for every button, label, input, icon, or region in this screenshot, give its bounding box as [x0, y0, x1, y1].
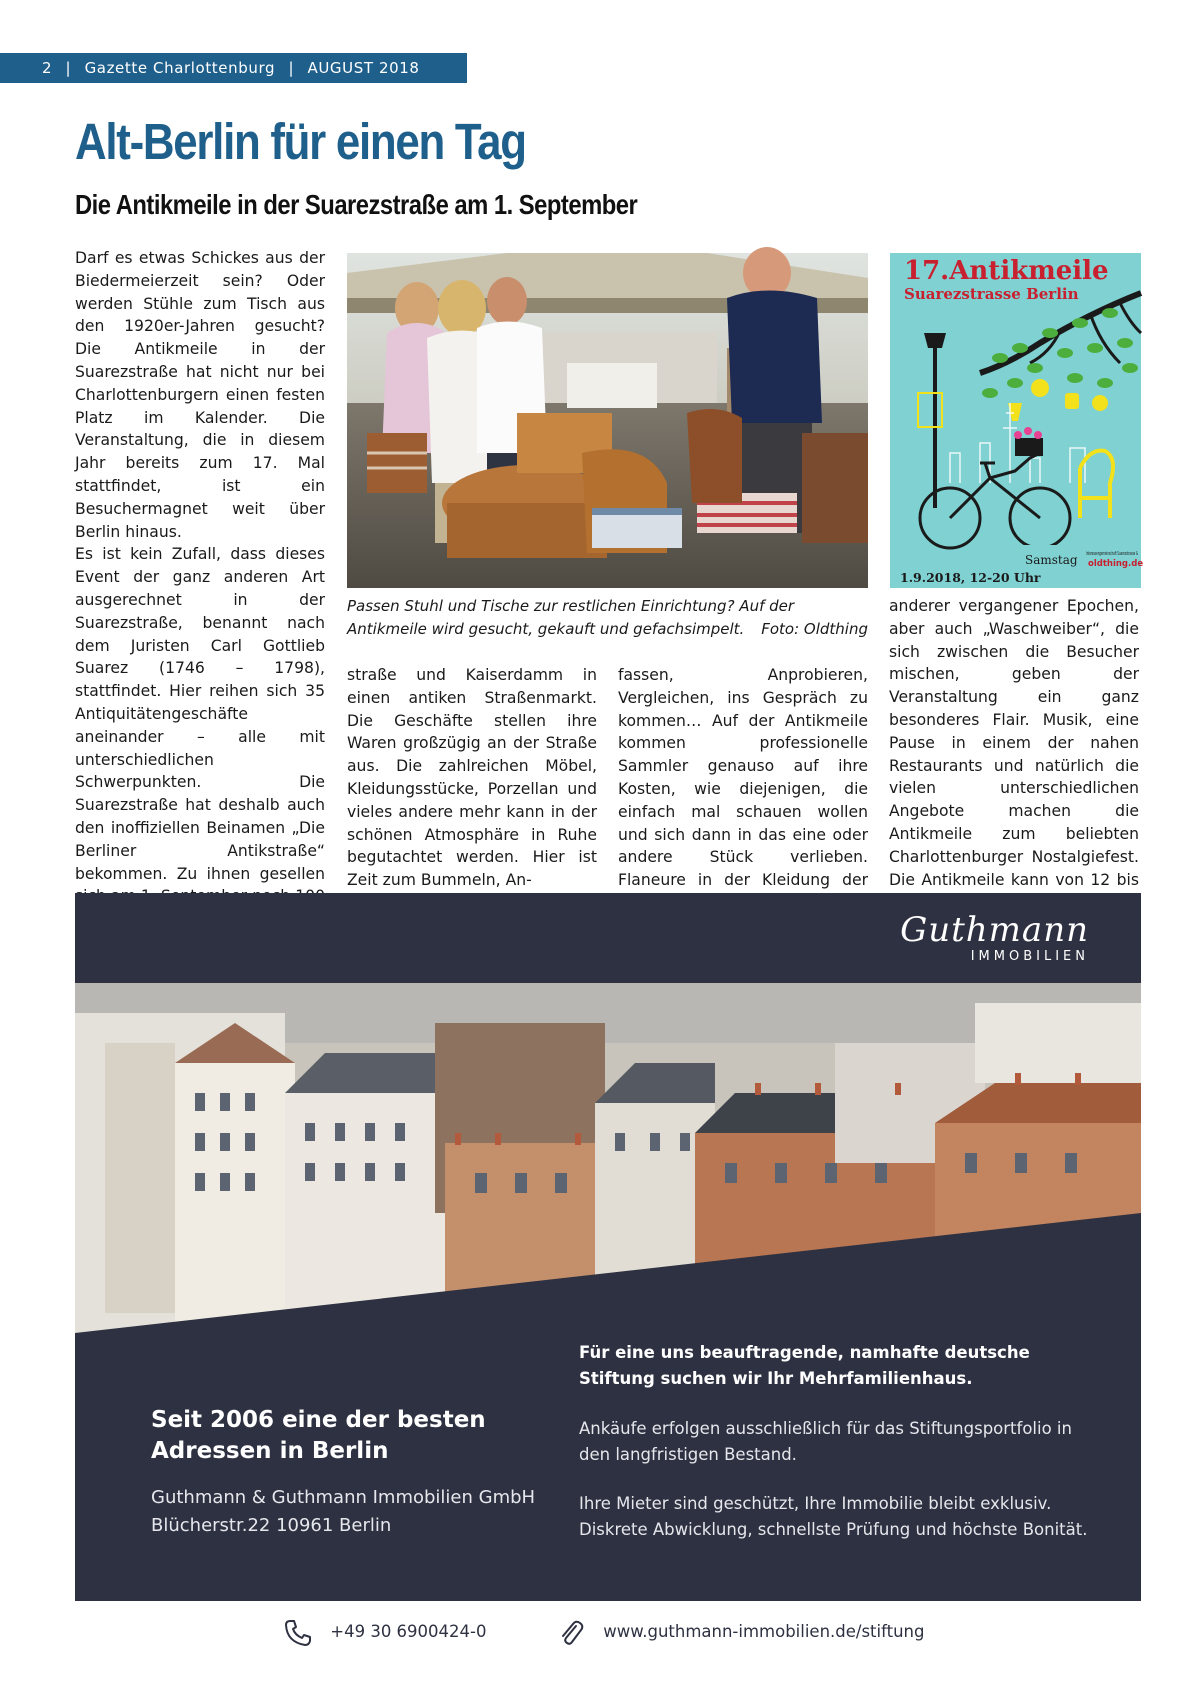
page-header-bar: [0, 53, 467, 83]
company-name: Guthmann & Guthmann Immobilien GmbH: [151, 1487, 536, 1508]
poster-day: Samstag: [1025, 553, 1078, 567]
paragraph: anderer vergangener Epochen, aber auch „Waschweiber“, die sich zwischen die Besucher mischen, geben der Veranstaltung ein ganz besonderes Flair. Musik, eine Pause in einem der nahen Restaurants und natürlich die vielen unterschiedlichen Angebote machen die Antikmeile zum beliebten Charlottenburger Nostalgiefest. Die Antikmeile kann von 12 bis: [889, 597, 1139, 889]
website-url: www.guthmann-immobilien.de/stiftung: [603, 1622, 925, 1641]
header-separator: |: [65, 59, 72, 77]
poster-title: 17.Antikmeile: [904, 256, 1109, 286]
logo-wordmark: IMMOBILIEN: [970, 949, 1089, 964]
article-column-1: [75, 247, 325, 999]
ad-paragraph-2: Ihre Mieter sind geschützt, Ihre Immobilie bleibt exklusiv. Diskrete Abwicklung, schnellste Prüfung und höchste Bonität.: [579, 1494, 1088, 1539]
photo-credit: Foto: Oldthing: [761, 619, 868, 638]
ad-slogan: Seit 2006 eine der besten Adressen in Berlin: [151, 1407, 486, 1464]
poster-subtitle: Suarezstrasse Berlin: [904, 285, 1079, 303]
article-column-4: [889, 595, 1139, 914]
paragraph: fassen, Anprobieren, Vergleichen, ins Gespräch zu kommen… Auf der Antikmeile kommen professionelle Sammler genauso auf ihre Kosten, wie diejenigen, die einfach mal schauen wollen und sich dann in das eine oder andere Stück verlieben. Flaneure in der Kleidung der: [618, 666, 868, 890]
phone-icon: [283, 1618, 313, 1648]
poster-website: oldthing.de: [1088, 559, 1144, 569]
article-column-2: [347, 664, 597, 892]
antikmeile-poster: [890, 253, 1144, 588]
ad-headline: Für eine uns beauftragende, namhafte deutsche Stiftung suchen wir Ihr Mehrfamilienhaus.: [579, 1343, 1030, 1388]
article-subheadline: Die Antikmeile in der Suarezstraße am 1. September: [75, 189, 638, 220]
poster-date: 1.9.2018, 12-20 Uhr: [900, 570, 1041, 585]
caption-text: Passen Stuhl und Tische zur restlichen Einrichtung? Auf der Antikmeile wird gesucht, gekauft und gefachsimpelt.: [347, 597, 795, 638]
article-column-3: [618, 664, 868, 915]
guthmann-logo: [900, 910, 1089, 964]
paragraph: straße und Kaiserdamm in einen antiken Straßenmarkt. Die Geschäfte stellen ihre Waren großzügig an der Straße aus. Die zahlreichen Möbel, Kleidungsstücke, Porzellan und vieles andere mehr kann in der schönen Atmosphäre in Ruhe begutachtet werden. Hier ist Zeit zum Bummeln, An-: [347, 666, 597, 890]
poster-organizer: Interessengemeinschaft Suarezstrasse &: [1086, 551, 1139, 557]
antique-market-photo: [347, 253, 868, 588]
paperclip-icon: [556, 1618, 586, 1648]
logo-script: Guthmann: [900, 910, 1089, 950]
ad-website-link[interactable]: [556, 1607, 925, 1657]
ad-phone[interactable]: [283, 1607, 487, 1657]
photo-caption: [347, 595, 868, 641]
poster-artwork: [890, 253, 1144, 588]
ad-company-block: [151, 1484, 551, 1540]
ad-paragraph-1: Ankäufe erfolgen ausschließlich für das Stiftungsportfolio in den langfristigen Bestand.: [579, 1419, 1072, 1464]
paragraph: Es ist kein Zufall, dass dieses Event der ganz anderen Art ausgerechnet in der Suarezstraße, benannt nach dem Juristen Carl Gottlieb Suarez (1746 – 1798), stattfindet. Hier reihen sich 35 Antiquitätengeschäfte aneinander – alle mit unterschiedlichen Schwerpunkten. Die Suarezstraße hat deshalb auch den inoffiziellen Beinamen „Die Berliner Antikstraße“ bekommen. Zu ihnen gesellen: [75, 545, 325, 883]
paris-rooftops-photo: [75, 983, 1141, 1363]
paragraph: Darf es etwas Schickes aus der Biedermeierzeit sein? Oder werden Stühle zum Tisch aus den 1920er-Jahren gesucht? Die Antikmeile in der Suarezstraße hat nicht nur bei Charlottenburgern einen festen Platz im Kalender. Die Veranstaltung, die in diesem Jahr bereits zum 17. Mal stattfindet, ist ein Besuchermagnet weit über Berlin hinaus.: [75, 249, 325, 541]
article-headline: Alt-Berlin für einen Tag: [75, 113, 526, 170]
market-scene-illustration: [347, 253, 868, 588]
page-number: 2: [42, 59, 53, 77]
company-address: Blücherstr.22 10961 Berlin: [151, 1515, 392, 1536]
publication-name: Gazette Charlottenburg: [84, 59, 276, 77]
phone-number: +49 30 6900424-0: [330, 1622, 487, 1641]
header-separator: |: [288, 59, 295, 77]
guthmann-advertisement: [75, 893, 1141, 1601]
issue-date: AUGUST 2018: [307, 59, 420, 77]
